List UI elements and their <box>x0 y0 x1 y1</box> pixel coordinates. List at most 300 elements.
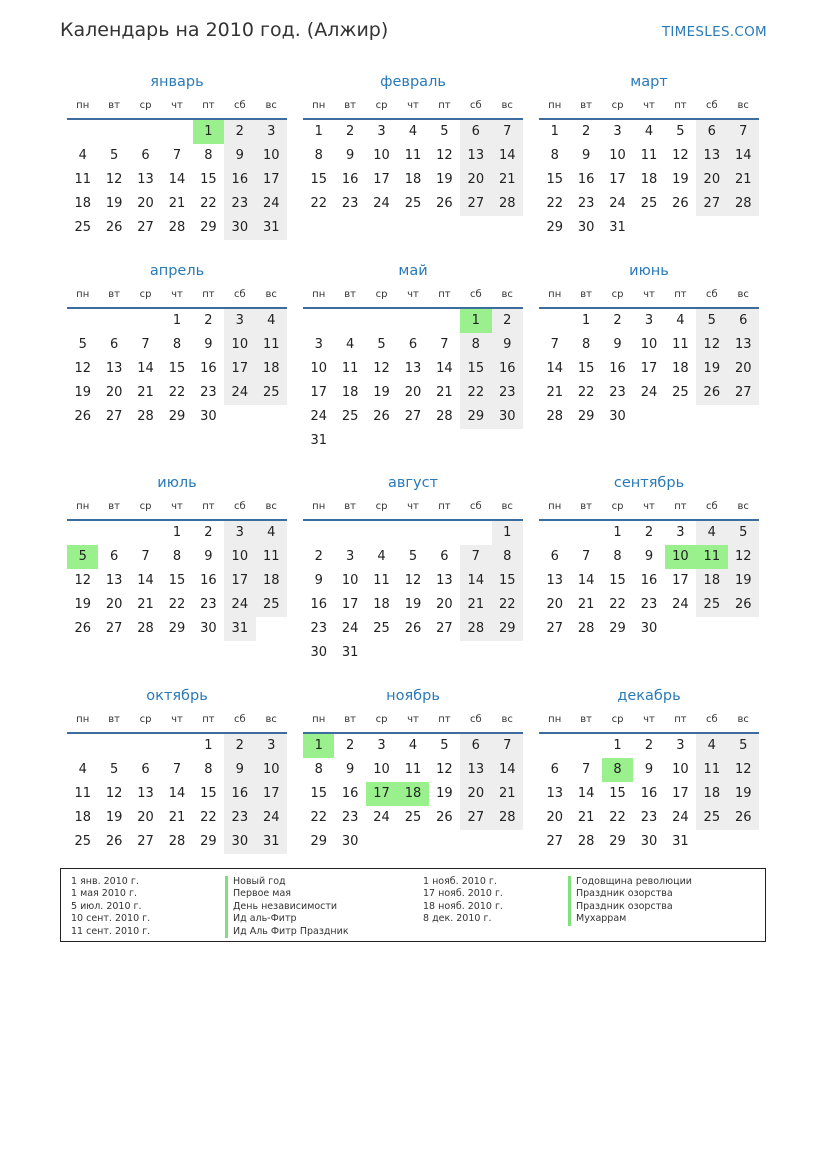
weekday-label: пн <box>76 714 90 725</box>
day-cell: 18 <box>256 569 287 593</box>
day-cell: 27 <box>460 192 491 216</box>
day-cell: 16 <box>224 168 255 192</box>
legend-holiday-name: Праздник озорства <box>568 901 692 913</box>
empty-cell <box>539 309 570 333</box>
day-cell: 12 <box>74 361 91 376</box>
day-cell: 16 <box>200 573 217 588</box>
day-cell: 29 <box>546 220 563 235</box>
weekday-label: сб <box>233 501 246 512</box>
day-cell: 13 <box>460 144 491 168</box>
holiday-day: 1 <box>460 309 491 333</box>
weekday-label: пт <box>202 501 215 512</box>
day-cell: 17 <box>224 569 255 593</box>
day-cell: 18 <box>696 569 727 593</box>
day-cell: 6 <box>460 120 491 144</box>
day-cell: 11 <box>696 758 727 782</box>
legend-date: 1 янв. 2010 г. <box>71 876 139 887</box>
day-cell: 28 <box>577 834 595 849</box>
day-cell: 15 <box>168 573 186 588</box>
day-cell: 5 <box>109 148 119 163</box>
legend-right-names <box>568 876 692 926</box>
month-9 <box>539 471 759 641</box>
day-cell: 31 <box>224 617 255 641</box>
day-cell: 11 <box>74 172 91 187</box>
empty-cell <box>130 120 161 144</box>
day-cell: 7 <box>492 734 523 758</box>
day-cell: 3 <box>377 124 386 139</box>
day-cell: 10 <box>672 762 689 777</box>
day-cell: 6 <box>440 549 449 564</box>
day-cell: 21 <box>137 597 154 612</box>
day-cell: 3 <box>676 738 685 753</box>
day-cell: 23 <box>200 597 217 612</box>
month-name: декабрь <box>617 688 681 704</box>
weekday-label: вт <box>344 289 356 300</box>
day-cell: 6 <box>696 120 727 144</box>
day-cell: 27 <box>404 409 422 424</box>
day-cell: 17 <box>310 385 327 400</box>
day-cell: 28 <box>168 834 186 849</box>
day-cell: 10 <box>373 148 390 163</box>
day-cell: 8 <box>613 549 622 564</box>
day-cell: 27 <box>105 409 123 424</box>
holiday-day: 10 <box>665 545 696 569</box>
weekday-label: сб <box>705 501 718 512</box>
day-cell: 10 <box>310 361 327 376</box>
day-cell: 25 <box>404 196 422 211</box>
holiday-day: 11 <box>696 545 727 569</box>
empty-cell <box>366 521 397 545</box>
empty-cell <box>570 734 601 758</box>
day-cell: 16 <box>200 361 217 376</box>
day-grid <box>539 734 759 854</box>
day-cell: 20 <box>728 357 759 381</box>
day-cell: 10 <box>341 573 359 588</box>
month-name: май <box>398 263 428 279</box>
day-cell: 28 <box>137 409 154 424</box>
day-cell: 23 <box>224 192 255 216</box>
day-cell: 25 <box>341 409 359 424</box>
day-cell: 23 <box>492 381 523 405</box>
day-cell: 14 <box>492 758 523 782</box>
empty-cell <box>303 309 334 333</box>
day-cell: 29 <box>609 621 626 636</box>
day-cell: 27 <box>696 192 727 216</box>
day-cell: 9 <box>204 337 213 352</box>
day-cell: 28 <box>546 409 563 424</box>
day-cell: 8 <box>314 762 323 777</box>
day-cell: 3 <box>644 313 654 328</box>
day-cell: 25 <box>696 593 727 617</box>
day-cell: 3 <box>224 521 255 545</box>
day-cell: 21 <box>460 593 491 617</box>
day-cell: 15 <box>609 573 626 588</box>
day-cell: 1 <box>550 124 559 139</box>
day-cell: 11 <box>373 573 390 588</box>
holiday-day: 5 <box>67 545 98 569</box>
day-cell: 1 <box>172 313 182 328</box>
day-cell: 25 <box>256 381 287 405</box>
day-cell: 2 <box>644 525 654 540</box>
day-cell: 16 <box>577 172 595 187</box>
day-cell: 14 <box>577 786 595 801</box>
weekday-header <box>67 495 287 521</box>
weekday-label: пн <box>76 501 90 512</box>
day-cell: 29 <box>200 834 217 849</box>
day-cell: 4 <box>78 148 87 163</box>
day-cell: 7 <box>460 545 491 569</box>
day-cell: 3 <box>377 738 386 753</box>
day-cell: 2 <box>314 549 323 564</box>
day-cell: 28 <box>137 621 154 636</box>
day-cell: 9 <box>492 333 523 357</box>
day-cell: 15 <box>200 786 217 801</box>
day-cell: 23 <box>310 621 327 636</box>
month-11 <box>303 684 523 854</box>
day-cell: 2 <box>581 124 591 139</box>
day-cell: 20 <box>137 196 154 211</box>
empty-cell <box>460 521 491 545</box>
day-grid <box>67 521 287 641</box>
day-cell: 14 <box>137 573 154 588</box>
month-3 <box>539 70 759 240</box>
day-cell: 28 <box>492 192 523 216</box>
day-cell: 6 <box>141 762 150 777</box>
day-cell: 18 <box>404 172 422 187</box>
day-cell: 13 <box>436 573 453 588</box>
day-cell: 24 <box>256 192 287 216</box>
day-cell: 20 <box>404 385 422 400</box>
site-logo-link[interactable]: TIMESLES.COM <box>661 24 767 40</box>
day-cell: 25 <box>672 385 689 400</box>
day-cell: 4 <box>345 337 355 352</box>
day-cell: 19 <box>728 569 759 593</box>
weekday-label: пт <box>674 289 687 300</box>
day-cell: 1 <box>492 521 523 545</box>
empty-cell <box>334 521 365 545</box>
day-cell: 16 <box>640 573 658 588</box>
day-cell: 21 <box>546 385 563 400</box>
day-cell: 2 <box>345 124 355 139</box>
day-grid <box>303 120 523 216</box>
day-cell: 24 <box>373 196 390 211</box>
day-cell: 19 <box>105 810 123 825</box>
day-cell: 5 <box>728 521 759 545</box>
weekday-label: вт <box>344 714 356 725</box>
weekday-label: сб <box>233 714 246 725</box>
weekday-label: ср <box>139 100 152 111</box>
weekday-label: сб <box>233 100 246 111</box>
weekday-label: чт <box>171 714 183 725</box>
day-grid <box>67 309 287 429</box>
day-cell: 14 <box>137 361 154 376</box>
day-cell: 21 <box>436 385 453 400</box>
weekday-header <box>67 94 287 120</box>
weekday-label: чт <box>643 501 655 512</box>
day-cell: 2 <box>492 309 523 333</box>
day-cell: 7 <box>440 337 449 352</box>
day-cell: 4 <box>696 734 727 758</box>
day-cell: 27 <box>460 806 491 830</box>
day-cell: 31 <box>256 216 287 240</box>
day-cell: 13 <box>404 361 422 376</box>
legend-left-names <box>225 876 349 938</box>
day-cell: 21 <box>728 168 759 192</box>
weekday-label: пн <box>312 501 326 512</box>
day-cell: 24 <box>310 409 327 424</box>
day-cell: 26 <box>404 621 422 636</box>
day-cell: 21 <box>168 196 186 211</box>
legend-left-dates <box>71 876 150 938</box>
day-cell: 5 <box>728 734 759 758</box>
day-cell: 4 <box>676 313 685 328</box>
day-cell: 15 <box>492 569 523 593</box>
day-cell: 21 <box>492 782 523 806</box>
day-cell: 24 <box>256 806 287 830</box>
weekday-label: пн <box>76 100 90 111</box>
empty-cell <box>130 309 161 333</box>
day-cell: 2 <box>204 525 213 540</box>
day-cell: 30 <box>640 621 658 636</box>
day-cell: 11 <box>256 545 287 569</box>
month-1 <box>67 70 287 240</box>
month-10 <box>67 684 287 854</box>
weekday-label: вс <box>265 100 277 111</box>
day-cell: 21 <box>137 385 154 400</box>
day-cell: 19 <box>696 357 727 381</box>
day-cell: 9 <box>581 148 591 163</box>
day-cell: 11 <box>256 333 287 357</box>
day-cell: 22 <box>168 385 186 400</box>
weekday-label: вт <box>108 501 120 512</box>
day-cell: 2 <box>644 738 654 753</box>
day-cell: 18 <box>74 196 91 211</box>
weekday-label: вс <box>737 714 749 725</box>
day-cell: 20 <box>546 597 563 612</box>
weekday-label: ср <box>375 289 388 300</box>
day-cell: 3 <box>613 124 622 139</box>
weekday-header <box>303 495 523 521</box>
day-cell: 4 <box>377 549 386 564</box>
weekday-label: чт <box>407 714 419 725</box>
day-cell: 8 <box>172 549 182 564</box>
day-cell: 11 <box>404 762 422 777</box>
day-cell: 26 <box>105 834 123 849</box>
day-cell: 26 <box>436 196 453 211</box>
day-cell: 23 <box>577 196 595 211</box>
day-cell: 15 <box>577 361 595 376</box>
day-cell: 6 <box>550 549 559 564</box>
day-cell: 31 <box>310 433 327 448</box>
day-cell: 13 <box>105 361 123 376</box>
day-cell: 1 <box>314 124 323 139</box>
day-cell: 20 <box>105 385 123 400</box>
day-cell: 30 <box>640 834 658 849</box>
day-cell: 11 <box>672 337 689 352</box>
day-cell: 9 <box>644 549 654 564</box>
day-cell: 3 <box>314 337 323 352</box>
day-cell: 8 <box>172 337 182 352</box>
day-cell: 1 <box>581 313 591 328</box>
legend-holiday-name: Годовщина революции <box>568 876 692 888</box>
day-cell: 7 <box>492 120 523 144</box>
day-cell: 26 <box>728 806 759 830</box>
day-cell: 14 <box>492 144 523 168</box>
weekday-label: вт <box>580 100 592 111</box>
day-cell: 19 <box>672 172 689 187</box>
day-cell: 1 <box>613 738 622 753</box>
weekday-label: ср <box>611 714 624 725</box>
day-cell: 14 <box>168 172 186 187</box>
empty-cell <box>397 309 428 333</box>
day-cell: 14 <box>546 361 563 376</box>
day-cell: 27 <box>436 621 453 636</box>
day-cell: 16 <box>224 782 255 806</box>
weekday-label: ср <box>375 100 388 111</box>
day-cell: 28 <box>728 192 759 216</box>
day-cell: 22 <box>492 593 523 617</box>
weekday-label: пт <box>438 501 451 512</box>
month-name: июнь <box>629 263 669 279</box>
month-name: август <box>387 475 439 491</box>
weekday-label: вс <box>737 100 749 111</box>
holiday-day: 18 <box>397 782 428 806</box>
day-cell: 28 <box>577 621 595 636</box>
day-cell: 7 <box>141 549 150 564</box>
legend-date: 18 нояб. 2010 г. <box>423 900 503 912</box>
weekday-label: ср <box>611 289 624 300</box>
month-name: июль <box>157 475 197 491</box>
day-cell: 25 <box>74 220 91 235</box>
day-cell: 4 <box>78 762 87 777</box>
weekday-label: пт <box>438 714 451 725</box>
day-cell: 6 <box>550 762 559 777</box>
weekday-header <box>539 283 759 309</box>
holiday-day: 17 <box>366 782 397 806</box>
weekday-label: пт <box>674 501 687 512</box>
empty-cell <box>429 521 460 545</box>
day-cell: 13 <box>460 758 491 782</box>
day-cell: 25 <box>404 810 422 825</box>
day-cell: 24 <box>341 621 359 636</box>
day-cell: 18 <box>74 810 91 825</box>
day-cell: 13 <box>137 786 154 801</box>
weekday-label: пн <box>548 501 562 512</box>
day-cell: 10 <box>224 545 255 569</box>
day-cell: 22 <box>609 597 626 612</box>
day-cell: 29 <box>200 220 217 235</box>
weekday-label: пн <box>312 714 326 725</box>
day-cell: 12 <box>74 573 91 588</box>
empty-cell <box>161 120 192 144</box>
weekday-label: сб <box>469 714 482 725</box>
day-cell: 30 <box>224 216 255 240</box>
day-cell: 19 <box>105 196 123 211</box>
day-cell: 8 <box>314 148 323 163</box>
day-cell: 17 <box>609 172 626 187</box>
day-cell: 5 <box>696 309 727 333</box>
legend-date: 17 нояб. 2010 г. <box>423 888 503 900</box>
day-cell: 4 <box>256 309 287 333</box>
day-cell: 20 <box>137 810 154 825</box>
day-cell: 31 <box>341 645 359 660</box>
empty-cell <box>67 120 98 144</box>
day-cell: 7 <box>581 762 591 777</box>
day-cell: 19 <box>728 782 759 806</box>
weekday-label: вт <box>108 100 120 111</box>
day-cell: 28 <box>168 220 186 235</box>
day-cell: 18 <box>341 385 359 400</box>
weekday-label: вт <box>344 501 356 512</box>
day-cell: 12 <box>373 361 390 376</box>
day-grid <box>303 521 523 665</box>
weekday-label: ср <box>139 289 152 300</box>
day-cell: 18 <box>672 361 689 376</box>
day-cell: 27 <box>728 381 759 405</box>
day-cell: 24 <box>224 593 255 617</box>
day-cell: 12 <box>728 758 759 782</box>
day-cell: 12 <box>105 172 123 187</box>
day-cell: 1 <box>204 738 213 753</box>
day-cell: 9 <box>345 762 355 777</box>
holiday-day: 8 <box>602 758 633 782</box>
day-cell: 24 <box>672 810 689 825</box>
month-6 <box>539 259 759 429</box>
weekday-label: чт <box>171 501 183 512</box>
day-cell: 30 <box>200 621 217 636</box>
day-cell: 11 <box>404 148 422 163</box>
day-cell: 19 <box>436 786 453 801</box>
weekday-label: вс <box>501 100 513 111</box>
day-cell: 27 <box>137 834 154 849</box>
day-cell: 16 <box>341 172 359 187</box>
day-cell: 29 <box>609 834 626 849</box>
weekday-header <box>303 94 523 120</box>
day-cell: 11 <box>640 148 658 163</box>
empty-cell <box>303 521 334 545</box>
month-8 <box>303 471 523 665</box>
day-cell: 14 <box>577 573 595 588</box>
day-cell: 17 <box>341 597 359 612</box>
day-cell: 30 <box>310 645 327 660</box>
day-cell: 17 <box>256 168 287 192</box>
day-grid <box>539 309 759 429</box>
weekday-label: вс <box>737 501 749 512</box>
day-cell: 17 <box>672 573 689 588</box>
weekday-label: пт <box>438 289 451 300</box>
day-cell: 4 <box>256 521 287 545</box>
day-cell: 1 <box>613 525 622 540</box>
weekday-label: ср <box>611 100 624 111</box>
day-cell: 22 <box>577 385 595 400</box>
weekday-label: вс <box>501 289 513 300</box>
legend-holiday-name: Новый год <box>225 876 349 888</box>
day-cell: 29 <box>577 409 595 424</box>
day-cell: 23 <box>341 196 359 211</box>
legend-date: 5 июл. 2010 г. <box>71 900 142 912</box>
weekday-label: чт <box>407 289 419 300</box>
day-cell: 4 <box>696 521 727 545</box>
day-cell: 20 <box>696 168 727 192</box>
day-cell: 24 <box>224 381 255 405</box>
day-cell: 26 <box>728 593 759 617</box>
day-cell: 24 <box>640 385 658 400</box>
day-cell: 11 <box>341 361 359 376</box>
day-cell: 12 <box>436 148 453 163</box>
day-cell: 5 <box>78 337 87 352</box>
holiday-legend <box>60 868 766 942</box>
day-grid <box>539 521 759 641</box>
